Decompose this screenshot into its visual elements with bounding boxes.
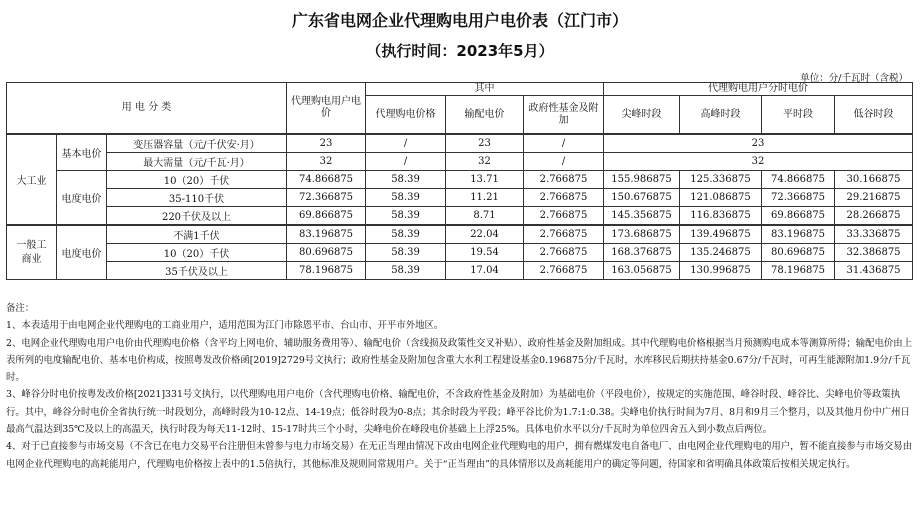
- group-energy-general: 电度电价: [57, 225, 107, 280]
- cell-peak: 173.686875: [604, 225, 680, 244]
- cell-purchase: 58.39: [366, 262, 446, 280]
- row-label: 最大需量（元/千瓦·月）: [107, 153, 287, 171]
- cell-purchase: /: [366, 134, 446, 153]
- cell-price: 83.196875: [287, 225, 366, 244]
- note-3: 3、峰谷分时电价按粤发改价格[2021]331号文执行，以代理购电用户电价（含代理购电价格、输配电价，不含政府性基金及附加）为基础电价（平段电价），按规定的实施范围、峰谷时段、峰谷比、尖峰电价等政策执行。其中，峰谷分时电价全省执行统一时段划分，高峰时段为10-12点、14-19点；低谷时段为0-8点；其余时段为平段；峰平谷比价为1.7:1:0.38。尖峰电价执行时间为7月、8月和9月三个整月，以及其他月份中广州日最高气温达到35℃及以上的高温天，执行时段为每天11-12时、15-17时共三个小时，尖峰电价在峰段电价基础上上浮25%。具体电价水平以分/千瓦时为单位四舍五入到小数点后两位。: [6, 389, 910, 436]
- cell-flat: 78.196875: [762, 262, 835, 280]
- table-row: [7, 134, 913, 153]
- cell-peak: 145.356875: [604, 207, 680, 226]
- cell-valley: 28.266875: [835, 207, 913, 226]
- header-tou-group: 代理购电用户分时电价: [604, 83, 913, 96]
- cell-high: 125.336875: [680, 171, 762, 189]
- header-high: 高峰时段: [680, 96, 762, 135]
- header-proxy-price: 代理购电用户电价: [287, 83, 366, 135]
- row-label: 10（20）千伏: [107, 244, 287, 262]
- row-label: 35-110千伏: [107, 189, 287, 207]
- cell-transmission: 17.04: [446, 262, 524, 280]
- cell-valley: 33.336875: [835, 225, 913, 244]
- cell-transmission: 11.21: [446, 189, 524, 207]
- table-row: [7, 189, 913, 207]
- cell-price: 23: [287, 134, 366, 153]
- header-purchase: 代理购电价格: [366, 96, 446, 135]
- table-row: [7, 153, 913, 171]
- table-row: [7, 171, 913, 189]
- cell-valley: 30.166875: [835, 171, 913, 189]
- cell-fund: /: [524, 134, 604, 153]
- notes: [6, 300, 912, 473]
- price-table: [6, 82, 913, 280]
- header-peak: 尖峰时段: [604, 96, 680, 135]
- note-1: 1、本表适用于由电网企业代理购电的工商业用户，适用范围为江门市除恩平市、台山市、开平市外地区。: [6, 320, 444, 332]
- cell-flat: 80.696875: [762, 244, 835, 262]
- cell-high: 139.496875: [680, 225, 762, 244]
- notes-heading: 备注：: [6, 303, 35, 314]
- header-fund: 政府性基金及附加: [524, 96, 604, 135]
- table-row: [7, 244, 913, 262]
- table-row: [7, 207, 913, 226]
- cell-transmission: 23: [446, 134, 524, 153]
- cell-fund: 2.766875: [524, 189, 604, 207]
- cell-purchase: 58.39: [366, 225, 446, 244]
- cell-tou: 23: [604, 134, 913, 153]
- cell-transmission: 13.71: [446, 171, 524, 189]
- cell-flat: 74.866875: [762, 171, 835, 189]
- cell-fund: 2.766875: [524, 207, 604, 226]
- row-label: 220千伏及以上: [107, 207, 287, 226]
- cell-fund: 2.766875: [524, 244, 604, 262]
- cell-purchase: 58.39: [366, 189, 446, 207]
- cell-valley: 32.386875: [835, 244, 913, 262]
- cell-price: 69.866875: [287, 207, 366, 226]
- cell-peak: 163.056875: [604, 262, 680, 280]
- row-label: 35千伏及以上: [107, 262, 287, 280]
- group-general: 一般工商业: [7, 225, 57, 280]
- cell-fund: 2.766875: [524, 225, 604, 244]
- cell-fund: 2.766875: [524, 171, 604, 189]
- page-title: 广东省电网企业代理购电用户电价表（江门市）: [291, 11, 628, 30]
- cell-valley: 31.436875: [835, 262, 913, 280]
- cell-high: 135.246875: [680, 244, 762, 262]
- cell-transmission: 8.71: [446, 207, 524, 226]
- group-large: 大工业: [7, 134, 57, 225]
- header-valley: 低谷时段: [835, 96, 913, 135]
- cell-tou: 32: [604, 153, 913, 171]
- cell-fund: 2.766875: [524, 262, 604, 280]
- cell-peak: 155.986875: [604, 171, 680, 189]
- cell-purchase: /: [366, 153, 446, 171]
- table-row: [7, 225, 913, 244]
- page-subtitle: （执行时间：2023年5月）: [366, 42, 554, 60]
- table-row: [7, 262, 913, 280]
- group-basic: 基本电价: [57, 134, 107, 171]
- cell-purchase: 58.39: [366, 171, 446, 189]
- cell-high: 130.996875: [680, 262, 762, 280]
- cell-transmission: 22.04: [446, 225, 524, 244]
- cell-purchase: 58.39: [366, 207, 446, 226]
- cell-price: 32: [287, 153, 366, 171]
- cell-purchase: 58.39: [366, 244, 446, 262]
- note-4: 4、对于已直接参与市场交易（不含已在电力交易平台注册但未曾参与电力市场交易）在无正当理由情况下改由电网企业代理购电的用户，拥有燃煤发电自备电厂、由电网企业代理购电的用户，暂不能直接参与市场交易由电网企业代理购电的高耗能用户，代理购电价格按上表中的1.5倍执行，其他标准及规则同常规用户。关于“正当理由”的具体情形以及高耗能用户的确定等问题，待国家和省明确具体政策后按相关规定执行。: [6, 441, 912, 470]
- header-among: 其中: [366, 83, 604, 96]
- row-label: 不满1千伏: [107, 225, 287, 244]
- cell-transmission: 19.54: [446, 244, 524, 262]
- cell-price: 72.366875: [287, 189, 366, 207]
- cell-price: 78.196875: [287, 262, 366, 280]
- unit-label: 单位：分/千瓦时（含税）: [800, 73, 908, 84]
- note-2: 2、电网企业代理购电用户电价由代理购电价格（含平均上网电价、辅助服务费用等）、输配电价（含线损及政策性交叉补贴）、政府性基金及附加组成。其中代理购电价格根据当月预测购电成本等测算所得；输配电价由上表所列的电度输配电价、基本电价构成，按照粤发改价格函[2019]2729号文执行；政府性基金及附加包含重大水利工程建设基金0.196875分/千瓦时，水库移民后期扶持基金0.67分/千瓦时，可再生能源附加1.9分/千瓦时。: [6, 337, 912, 384]
- cell-peak: 168.376875: [604, 244, 680, 262]
- row-label: 变压器容量（元/千伏安·月）: [107, 134, 287, 153]
- cell-valley: 29.216875: [835, 189, 913, 207]
- cell-flat: 83.196875: [762, 225, 835, 244]
- cell-flat: 72.366875: [762, 189, 835, 207]
- group-energy-large: 电度电价: [57, 171, 107, 226]
- cell-flat: 69.866875: [762, 207, 835, 226]
- header-category: 用 电 分 类: [7, 83, 287, 135]
- cell-peak: 150.676875: [604, 189, 680, 207]
- cell-fund: /: [524, 153, 604, 171]
- cell-high: 121.086875: [680, 189, 762, 207]
- cell-transmission: 32: [446, 153, 524, 171]
- header-transmission: 输配电价: [446, 96, 524, 135]
- header-flat: 平时段: [762, 96, 835, 135]
- cell-high: 116.836875: [680, 207, 762, 226]
- cell-price: 74.866875: [287, 171, 366, 189]
- cell-price: 80.696875: [287, 244, 366, 262]
- row-label: 10（20）千伏: [107, 171, 287, 189]
